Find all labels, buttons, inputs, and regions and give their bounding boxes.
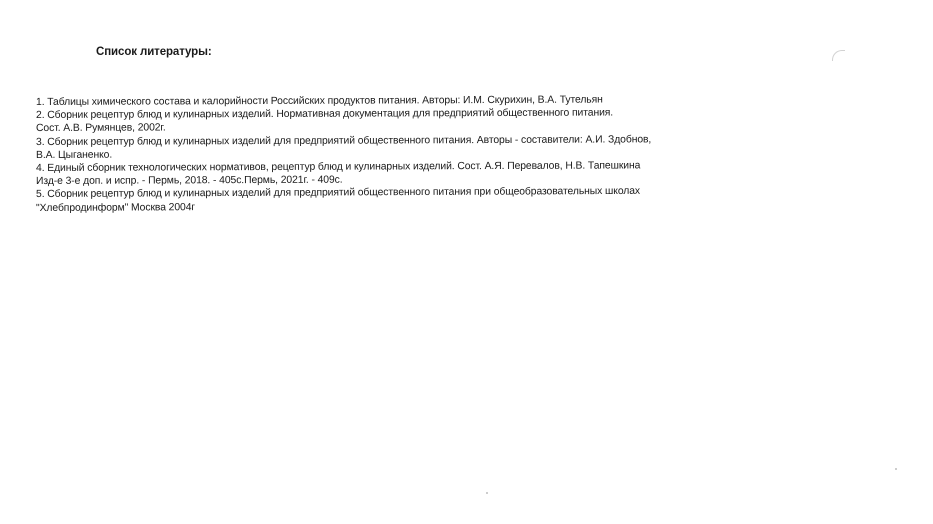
scan-artifact: [832, 50, 845, 61]
reference-item: [36, 109, 896, 135]
reference-line: Сост. А.В. Румянцев, 2002г.: [35, 122, 166, 135]
reference-line: 3. Сборник рецептур блюд и кулинарных изделий для предприятий общественного питания. Авторы - составители: А.И. Здобнов,: [35, 133, 652, 148]
reference-line: 1. Таблицы химического состава и калорийности Российских продуктов питания. Авторы: И.М. Скурихин, В.А. Тутельян: [35, 94, 603, 108]
reference-line: Изд-е 3-е доп. и испр. - Пермь, 2018. - 405с.Пермь, 2021г. - 409с.: [35, 174, 343, 188]
bibliography-title: Список литературы:: [96, 46, 212, 58]
reference-item: [36, 188, 896, 214]
reference-line: 2. Сборник рецептур блюд и кулинарных изделий. Нормативная документация для предприятий общественного питания.: [35, 107, 614, 122]
reference-list: [36, 96, 896, 215]
scan-speck: [486, 492, 488, 494]
reference-line: 5. Сборник рецептур блюд и кулинарных изделий для предприятий общественного питания при общеобразовательных школах: [35, 186, 641, 201]
reference-line: "Хлебпродинформ" Москва 2004г: [35, 201, 196, 214]
scan-speck: [895, 468, 897, 470]
reference-line: 4. Единый сборник технологических нормативов, рецептур блюд и кулинарных изделий. Сост. А.Я. Перевалов, Н.В. Тапешкина: [35, 160, 641, 174]
reference-line: В.А. Цыганенко.: [35, 149, 113, 161]
